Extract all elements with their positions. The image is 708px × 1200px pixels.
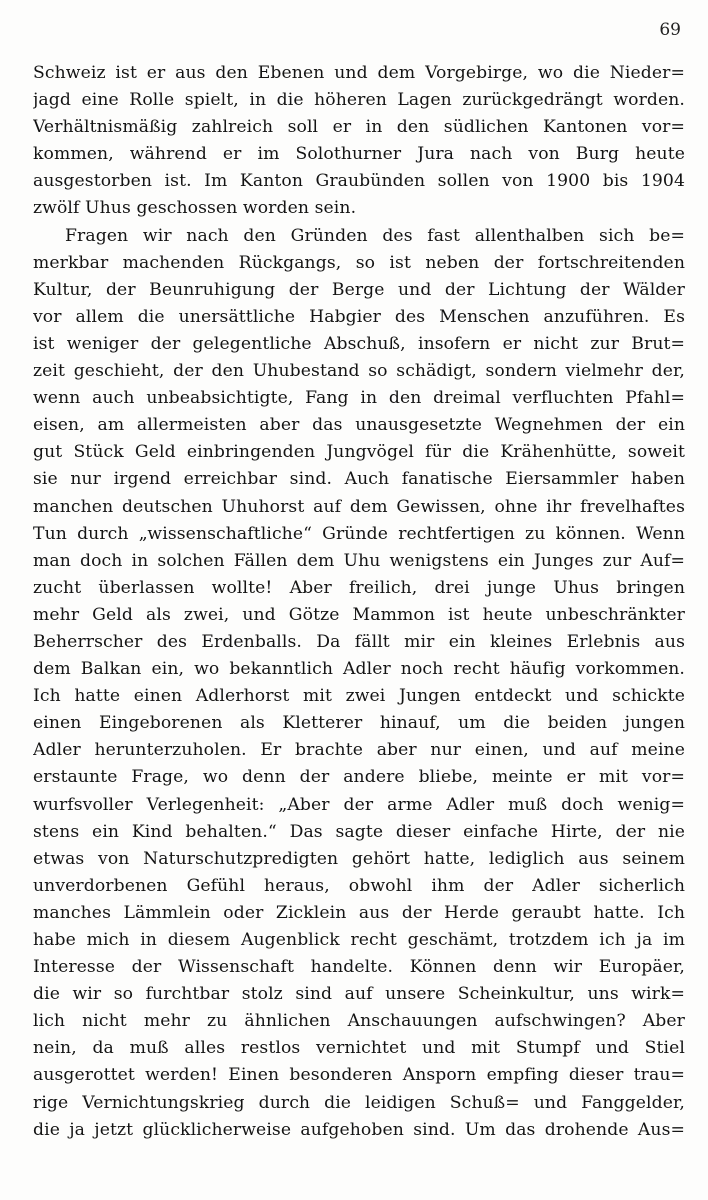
text-line: zucht überlassen wollte! Aber freilich, drei junge Uhus bringen [33, 577, 685, 598]
text-line: rige Vernichtungskrieg durch die leidigen Schuß= und Fanggelder, [33, 1092, 685, 1113]
text-line: einen Eingeborenen als Kletterer hinauf, um die beiden jungen [33, 713, 685, 734]
text-line: wurfsvoller Verlegenheit: „Aber der arme Adler muß doch wenig= [33, 794, 685, 815]
text-line: man doch in solchen Fällen dem Uhu wenigstens ein Junges zur Auf= [33, 550, 685, 571]
text-line: stens ein Kind behalten.“ Das sagte dieser einfache Hirte, der nie [33, 821, 685, 842]
text-line: zeit geschieht, der den Uhubestand so schädigt, sondern vielmehr der, [33, 361, 685, 382]
text-line: ist weniger der gelegentliche Abschuß, insofern er nicht zur Brut= [33, 333, 685, 354]
text-line: sie nur irgend erreichbar sind. Auch fanatische Eiersammler haben [33, 469, 685, 490]
text-line: gut Stück Geld einbringenden Jungvögel für die Krähenhütte, soweit [33, 442, 685, 463]
text-line: merkbar machenden Rückgangs, so ist neben der fortschreitenden [33, 252, 685, 273]
text-line: Beherrscher des Erdenballs. Da fällt mir ein kleines Erlebnis aus [33, 631, 685, 652]
text-line: unverdorbenen Gefühl heraus, obwohl ihm der Adler sicherlich [33, 875, 685, 896]
text-line: Adler herunterzuholen. Er brachte aber nur einen, und auf meine [33, 740, 685, 761]
text-line: Verhältnismäßig zahlreich soll er in den südlichen Kantonen vor= [33, 117, 685, 138]
text-line: die ja jetzt glücklicherweise aufgehoben sind. Um das drohende Aus= [33, 1119, 685, 1140]
text-line: ausgerottet werden! Einen besonderen Ansporn empfing dieser trau= [33, 1065, 685, 1086]
body-text [33, 60, 685, 1144]
text-line: kommen, während er im Solothurner Jura nach von Burg heute [33, 144, 685, 165]
text-line: lich nicht mehr zu ähnlichen Anschauungen aufschwingen? Aber [33, 1011, 685, 1032]
text-line: jagd eine Rolle spielt, in die höheren Lagen zurückgedrängt worden. [33, 90, 685, 111]
text-line: Fragen wir nach den Gründen des fast allenthalben sich be= [65, 225, 685, 246]
text-line: Ich hatte einen Adlerhorst mit zwei Jungen entdeckt und schickte [33, 686, 685, 707]
page-number: 69 [659, 20, 681, 40]
text-line: manches Lämmlein oder Zicklein aus der Herde geraubt hatte. Ich [33, 902, 685, 923]
text-line: nein, da muß alles restlos vernichtet und mit Stumpf und Stiel [33, 1038, 685, 1059]
text-line: etwas von Naturschutzpredigten gehört hatte, lediglich aus seinem [33, 848, 685, 869]
text-line: Kultur, der Beunruhigung der Berge und der Lichtung der Wälder [33, 279, 685, 300]
text-line: manchen deutschen Uhuhorst auf dem Gewissen, ohne ihr frevelhaftes [33, 496, 685, 517]
text-line: wenn auch unbeabsichtigte, Fang in den dreimal verfluchten Pfahl= [33, 388, 685, 409]
text-line: habe mich in diesem Augenblick recht geschämt, trotzdem ich ja im [33, 930, 685, 950]
text-line: erstaunte Frage, wo denn der andere bliebe, meinte er mit vor= [33, 767, 685, 788]
text-line: zwölf Uhus geschossen worden sein. [33, 198, 357, 219]
text-line: die wir so furchtbar stolz sind auf unsere Scheinkultur, uns wirk= [33, 984, 685, 1005]
text-line: Tun durch „wissenschaftliche“ Gründe rechtfertigen zu können. Wenn [33, 523, 685, 544]
text-line: eisen, am allermeisten aber das unausgesetzte Wegnehmen der ein [33, 415, 685, 436]
text-line: Schweiz ist er aus den Ebenen und dem Vorgebirge, wo die Nieder= [33, 63, 685, 83]
text-line: mehr Geld als zwei, und Götze Mammon ist heute unbeschränkter [33, 604, 685, 625]
text-line: vor allem die unersättliche Habgier des Menschen anzuführen. Es [33, 306, 685, 327]
text-line: Interesse der Wissenschaft handelte. Können denn wir Europäer, [33, 957, 685, 978]
text-line: ausgestorben ist. Im Kanton Graubünden sollen von 1900 bis 1904 [33, 171, 685, 192]
text-line: dem Balkan ein, wo bekanntlich Adler noch recht häufig vorkommen. [33, 659, 685, 680]
